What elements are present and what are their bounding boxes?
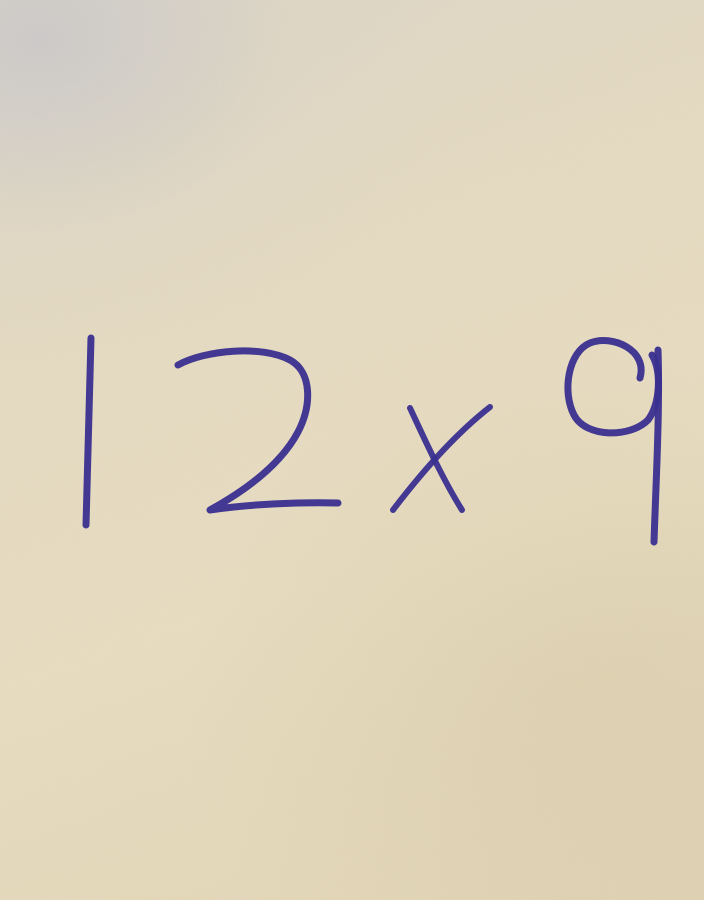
digit-one-stroke — [86, 338, 91, 525]
digit-two-stroke — [178, 351, 338, 510]
digit-nine-loop — [568, 340, 658, 432]
handwritten-12x9 — [86, 338, 659, 542]
digit-nine-stem — [654, 350, 659, 542]
letter-x-stroke-2 — [393, 407, 490, 510]
